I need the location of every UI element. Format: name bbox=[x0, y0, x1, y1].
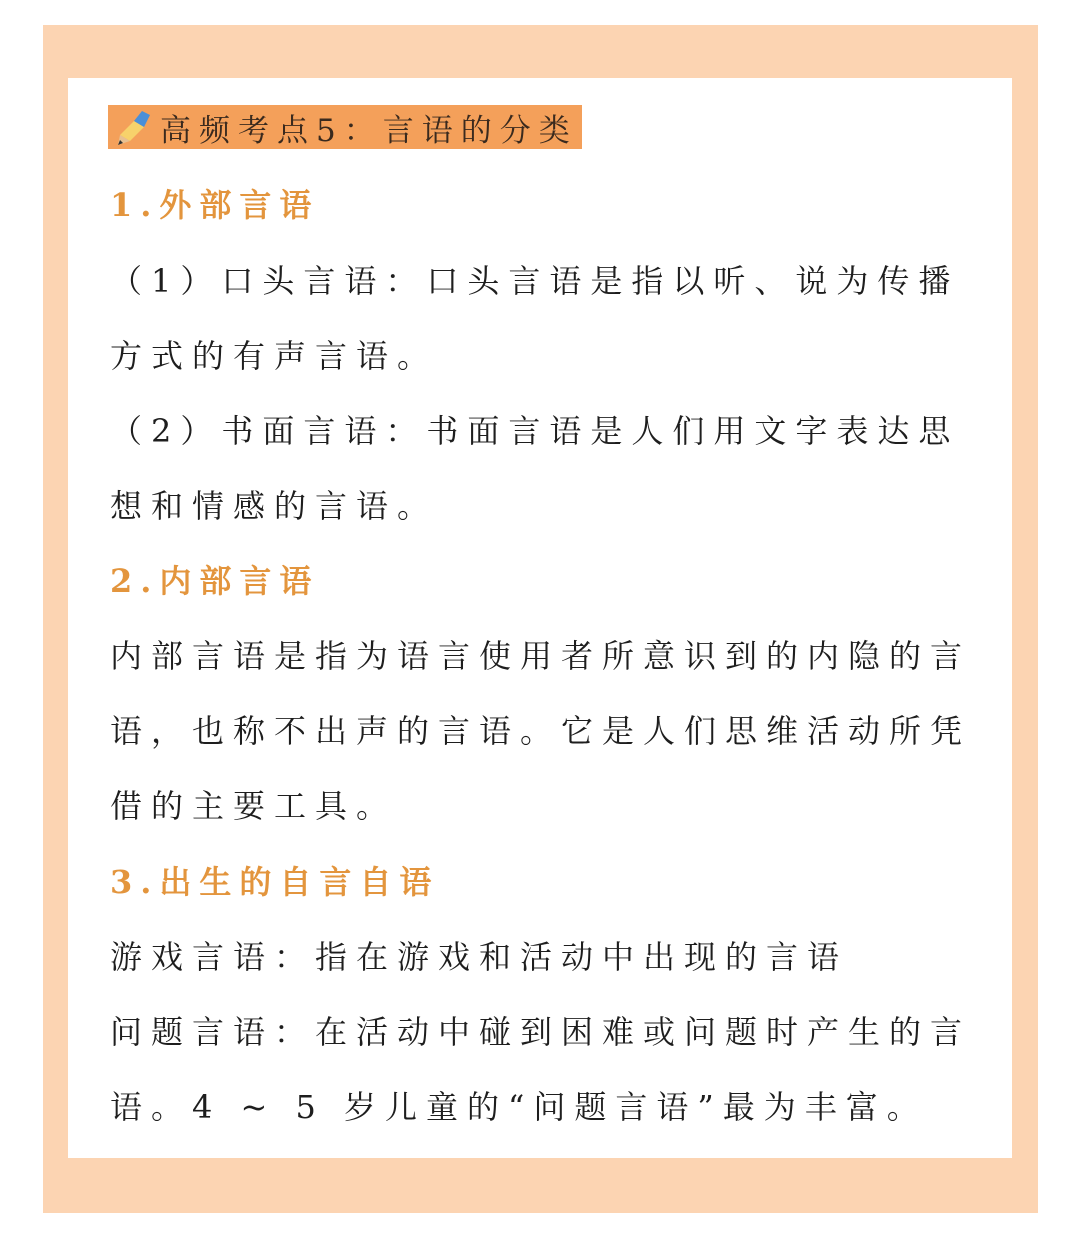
text-line: 方式的有声言语。 bbox=[110, 337, 439, 375]
text-line: 内部言语是指为语言使用者所意识到的内隐的言 bbox=[110, 637, 972, 675]
section-heading-internal-speech: 2.内部言语 bbox=[110, 562, 320, 600]
pencil-icon bbox=[108, 105, 160, 149]
page-title: 高频考点5：言语的分类 bbox=[160, 112, 578, 149]
section-heading-self-talk: 3.出生的自言自语 bbox=[110, 863, 440, 901]
text-line: 游戏言语：指在游戏和活动中出现的言语 bbox=[110, 938, 849, 976]
text-line: 借的主要工具。 bbox=[110, 787, 398, 825]
text-line: 语，也称不出声的言语。它是人们思维活动所凭 bbox=[110, 712, 972, 750]
text-line: 想和情感的言语。 bbox=[110, 487, 439, 525]
text-line: （1）口头言语：口头言语是指以听、说为传播 bbox=[110, 262, 960, 300]
text-line: （2）书面言语：书面言语是人们用文字表达思 bbox=[110, 412, 960, 450]
content-card bbox=[68, 78, 1012, 1158]
section-heading-external-speech: 1.外部言语 bbox=[110, 186, 320, 224]
title-banner bbox=[108, 105, 582, 149]
text-line: 语。4 ~ 5 岁儿童的“问题言语”最为丰富。 bbox=[110, 1088, 928, 1126]
text-line: 问题言语：在活动中碰到困难或问题时产生的言 bbox=[110, 1013, 972, 1051]
